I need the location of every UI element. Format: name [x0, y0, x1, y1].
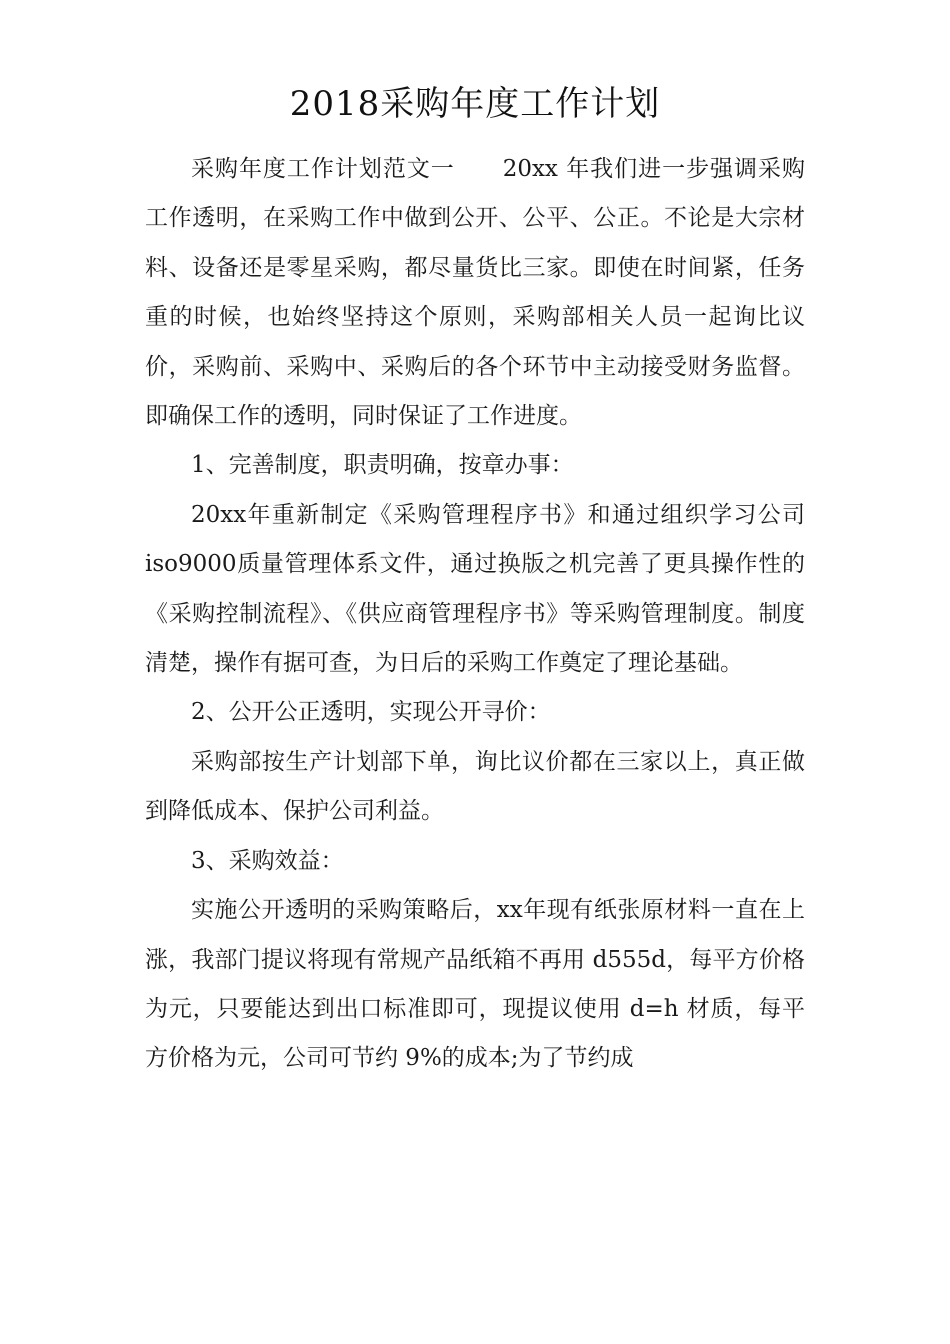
paragraph-3: 实施公开透明的采购策略后，xx年现有纸张原材料一直在上涨，我部门提议将现有常规产品纸箱不再用 d555d，每平方价格为元，只要能达到出口标准即可，现提议使用 d=h 材质，每平方价格为元，公司可节约 9%的成本;为了节约成 [145, 897, 805, 1072]
heading-3: 3、采购效益： [191, 847, 344, 874]
paragraph-intro: 采购年度工作计划范文一 20xx 年我们进一步强调采购工作透明，在采购工作中做到公开、公平、公正。不论是大宗材料、设备还是零星采购，都尽量货比三家。即使在时间紧，任务重的时候，也始终坚持这个原则，采购部相关人员一起询比议价，采购前、采购中、采购后的各个环节中主动接受财务监督。即确保工作的透明，同时保证了工作进度。 [145, 156, 805, 430]
paragraph-1: 20xx年重新制定《采购管理程序书》和通过组织学习公司iso9000质量管理体系文件，通过换版之机完善了更具操作性的《采购控制流程》、《供应商管理程序书》等采购管理制度。制度清楚，操作有据可查，为日后的采购工作奠定了理论基础。 [145, 501, 805, 677]
heading-2: 2、公开公正透明，实现公开寻价： [191, 699, 551, 726]
heading-1: 1、完善制度，职责明确，按章办事： [191, 452, 574, 479]
paragraph-2: 采购部按生产计划部下单，询比议价都在三家以上，真正做到降低成本、保护公司利益。 [145, 748, 805, 825]
document-title: 2018采购年度工作计划 [289, 84, 661, 124]
document-body [145, 145, 805, 1084]
